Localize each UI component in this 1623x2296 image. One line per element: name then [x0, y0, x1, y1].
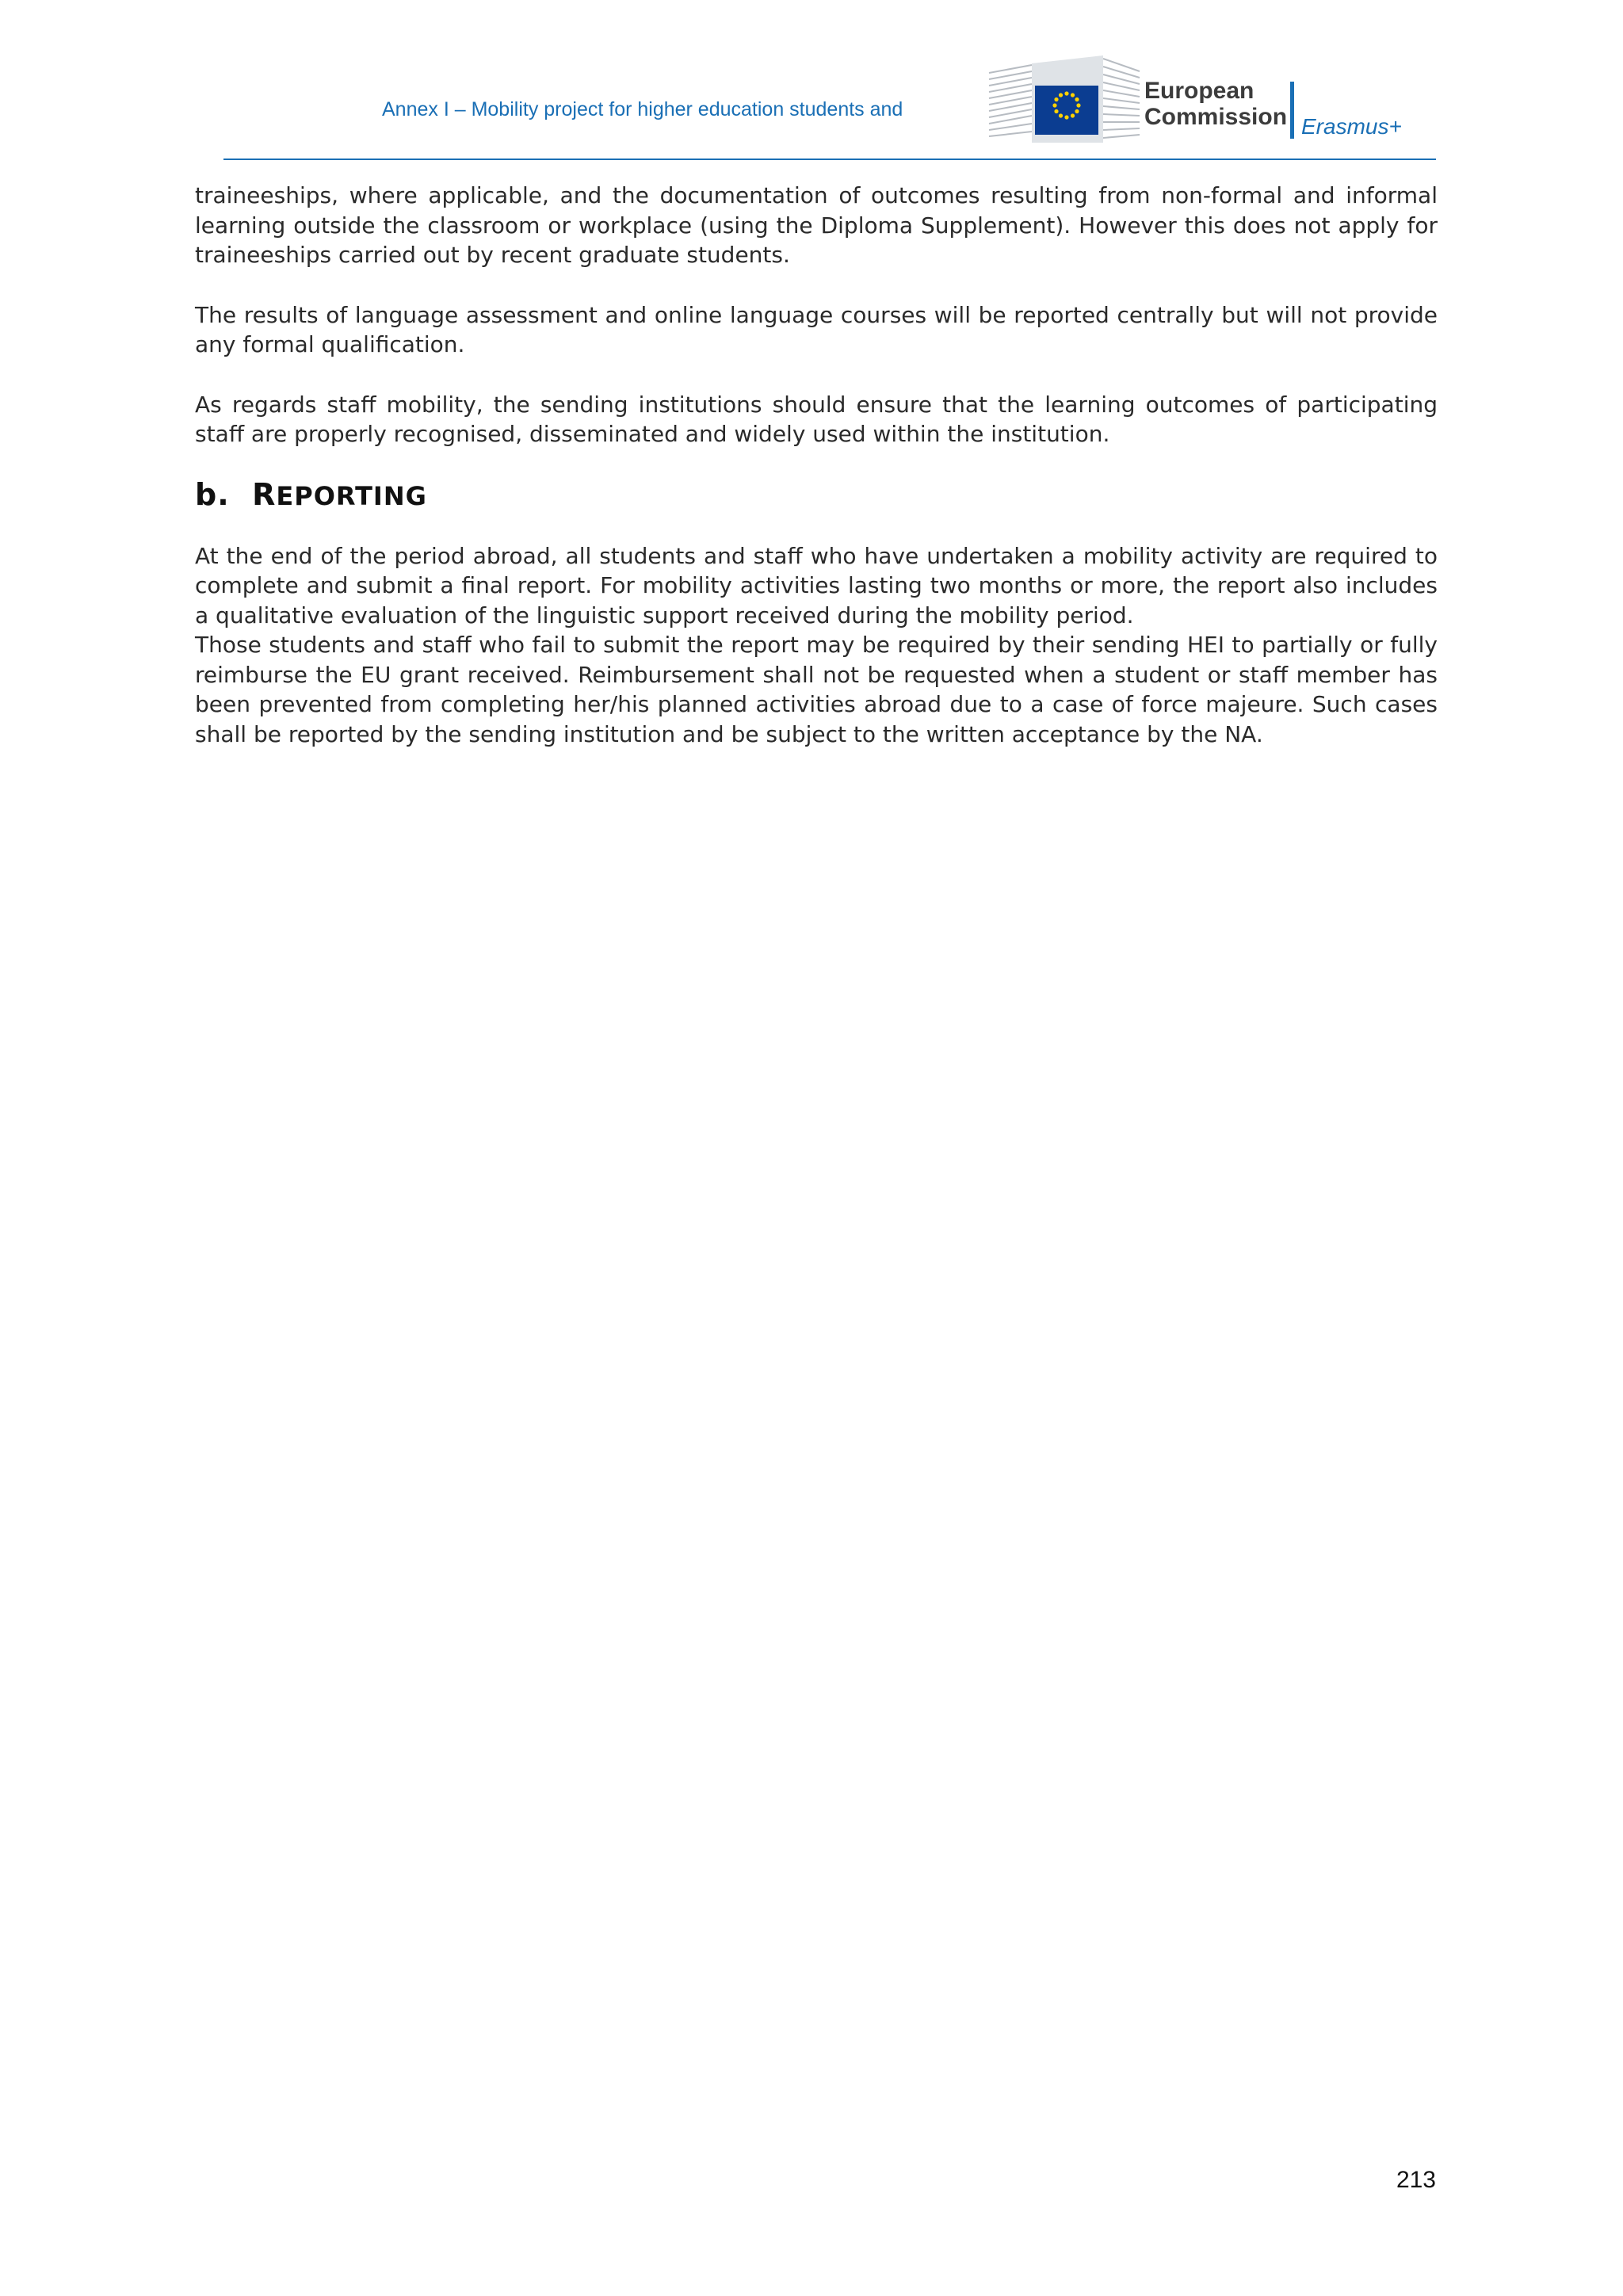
- reporting-paragraph: Those students and staff who fail to submit the report may be required by their sending HEI to partially or fully reimburse the EU grant received. Reimbursement shall not be requested when a student or staff member has been prevented from completing her/his planned activities abroad due to a case of force majeure. Such cases shall be reported by the sending institution and be subject to the written acceptance by the NA.: [195, 632, 1438, 747]
- commission-building-icon: [984, 48, 1143, 151]
- logo-wordmark: [1144, 78, 1287, 130]
- page-number: 213: [1396, 2167, 1436, 2193]
- logo-line-commission: Commission: [1144, 104, 1288, 130]
- logo-line-european: European: [1144, 78, 1254, 104]
- section-title-rest: EPORTING: [276, 480, 427, 511]
- section-title-initial: R: [252, 476, 277, 512]
- body-paragraph: The results of language assessment and online language courses will be reported centrally but will not provide any formal qualification.: [195, 301, 1438, 357]
- erasmus-plus-wordmark: Erasmus+: [1301, 114, 1402, 139]
- section-marker: b.: [195, 476, 230, 512]
- logo-divider: [1290, 82, 1294, 139]
- body-paragraph: As regards staff mobility, the sending institutions should ensure that the learning outcomes of participating staff are properly recognised, disseminated and widely used within the institution.: [195, 391, 1438, 447]
- page-header: [223, 32, 1436, 163]
- header-divider: [223, 159, 1436, 160]
- section-heading-reporting: [195, 476, 1438, 514]
- body-paragraph: traineeships, where applicable, and the documentation of outcomes resulting from non-formal and informal learning outside the classroom or workplace (using the Diploma Supplement). However this does not apply for traineeships carried out by recent graduate students.: [195, 182, 1438, 268]
- header-title: Annex I – Mobility project for higher education students and: [382, 98, 903, 120]
- european-commission-logo: [984, 48, 1436, 151]
- reporting-paragraph: At the end of the period abroad, all students and staff who have undertaken a mobility activity are required to complete and submit a final report. For mobility activities lasting two months or more, the report also includes a qualitative evaluation of the linguistic support received during the mobility period.: [195, 542, 1438, 628]
- page-body: [195, 181, 1438, 749]
